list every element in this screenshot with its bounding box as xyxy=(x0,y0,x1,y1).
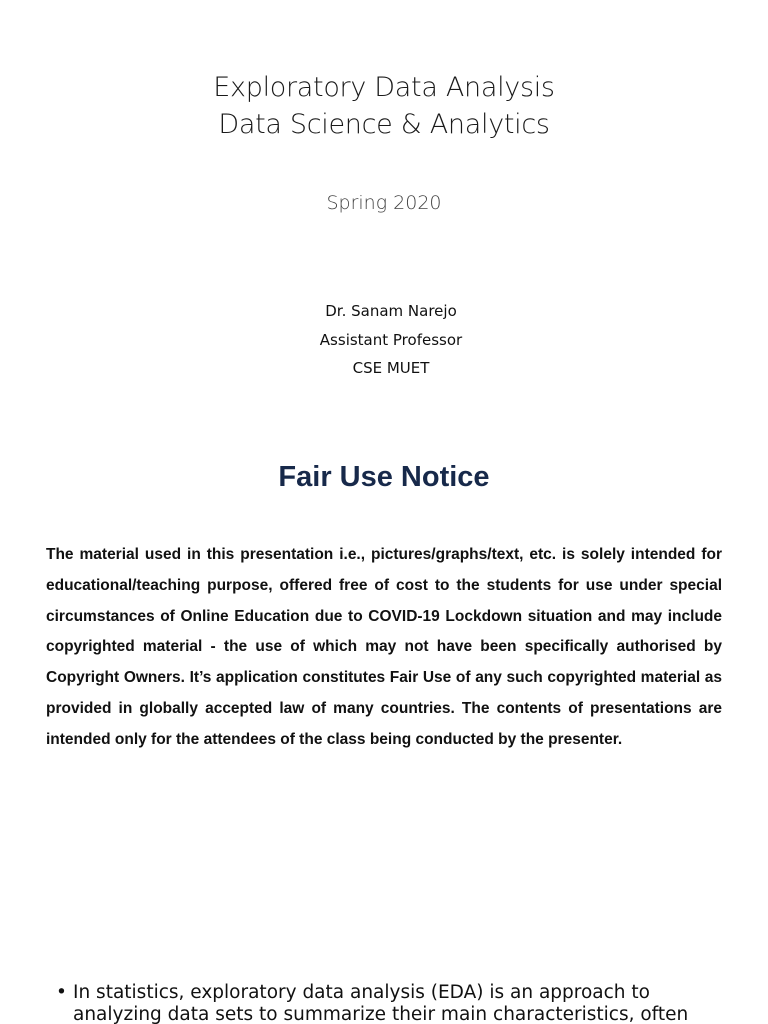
bullet-text: In statistics, exploratory data analysis (EDA) is an approach to analyzing data sets to summarize their main characteristics, often xyxy=(73,982,689,1024)
fair-use-notice-slide xyxy=(0,420,768,830)
eda-content-slide xyxy=(0,940,768,1024)
author-affiliation: CSE MUET xyxy=(352,359,430,377)
title-slide xyxy=(0,0,768,420)
notice-body: The material used in this presentation i.e., pictures/graphs/text, etc. is solely intended for educational/teaching purpose, offered free of cost to the students for use under special circumstances of Online Education due to COVID-19 Lockdown situation and may include copyrighted material - the use of which may not have been specifically authorised by Copyright Owners. It’s application constitutes Fair Use of any such copyrighted material as provided in globally accepted law of many countries. The contents of presentations are intended only for the attendees of the class being conducted by the presenter. xyxy=(46,546,722,748)
bullet-item xyxy=(56,982,736,1024)
title-line-1: Exploratory Data Analysis xyxy=(213,72,555,103)
title-line-2: Data Science & Analytics xyxy=(218,109,550,140)
bullet-dot-icon: • xyxy=(56,982,67,1003)
subtitle-term: Spring 2020 xyxy=(326,192,442,214)
author-name: Dr. Sanam Narejo xyxy=(325,302,457,320)
author-role: Assistant Professor xyxy=(319,331,463,349)
bullet-list xyxy=(56,982,736,1024)
notice-heading: Fair Use Notice xyxy=(278,461,490,493)
